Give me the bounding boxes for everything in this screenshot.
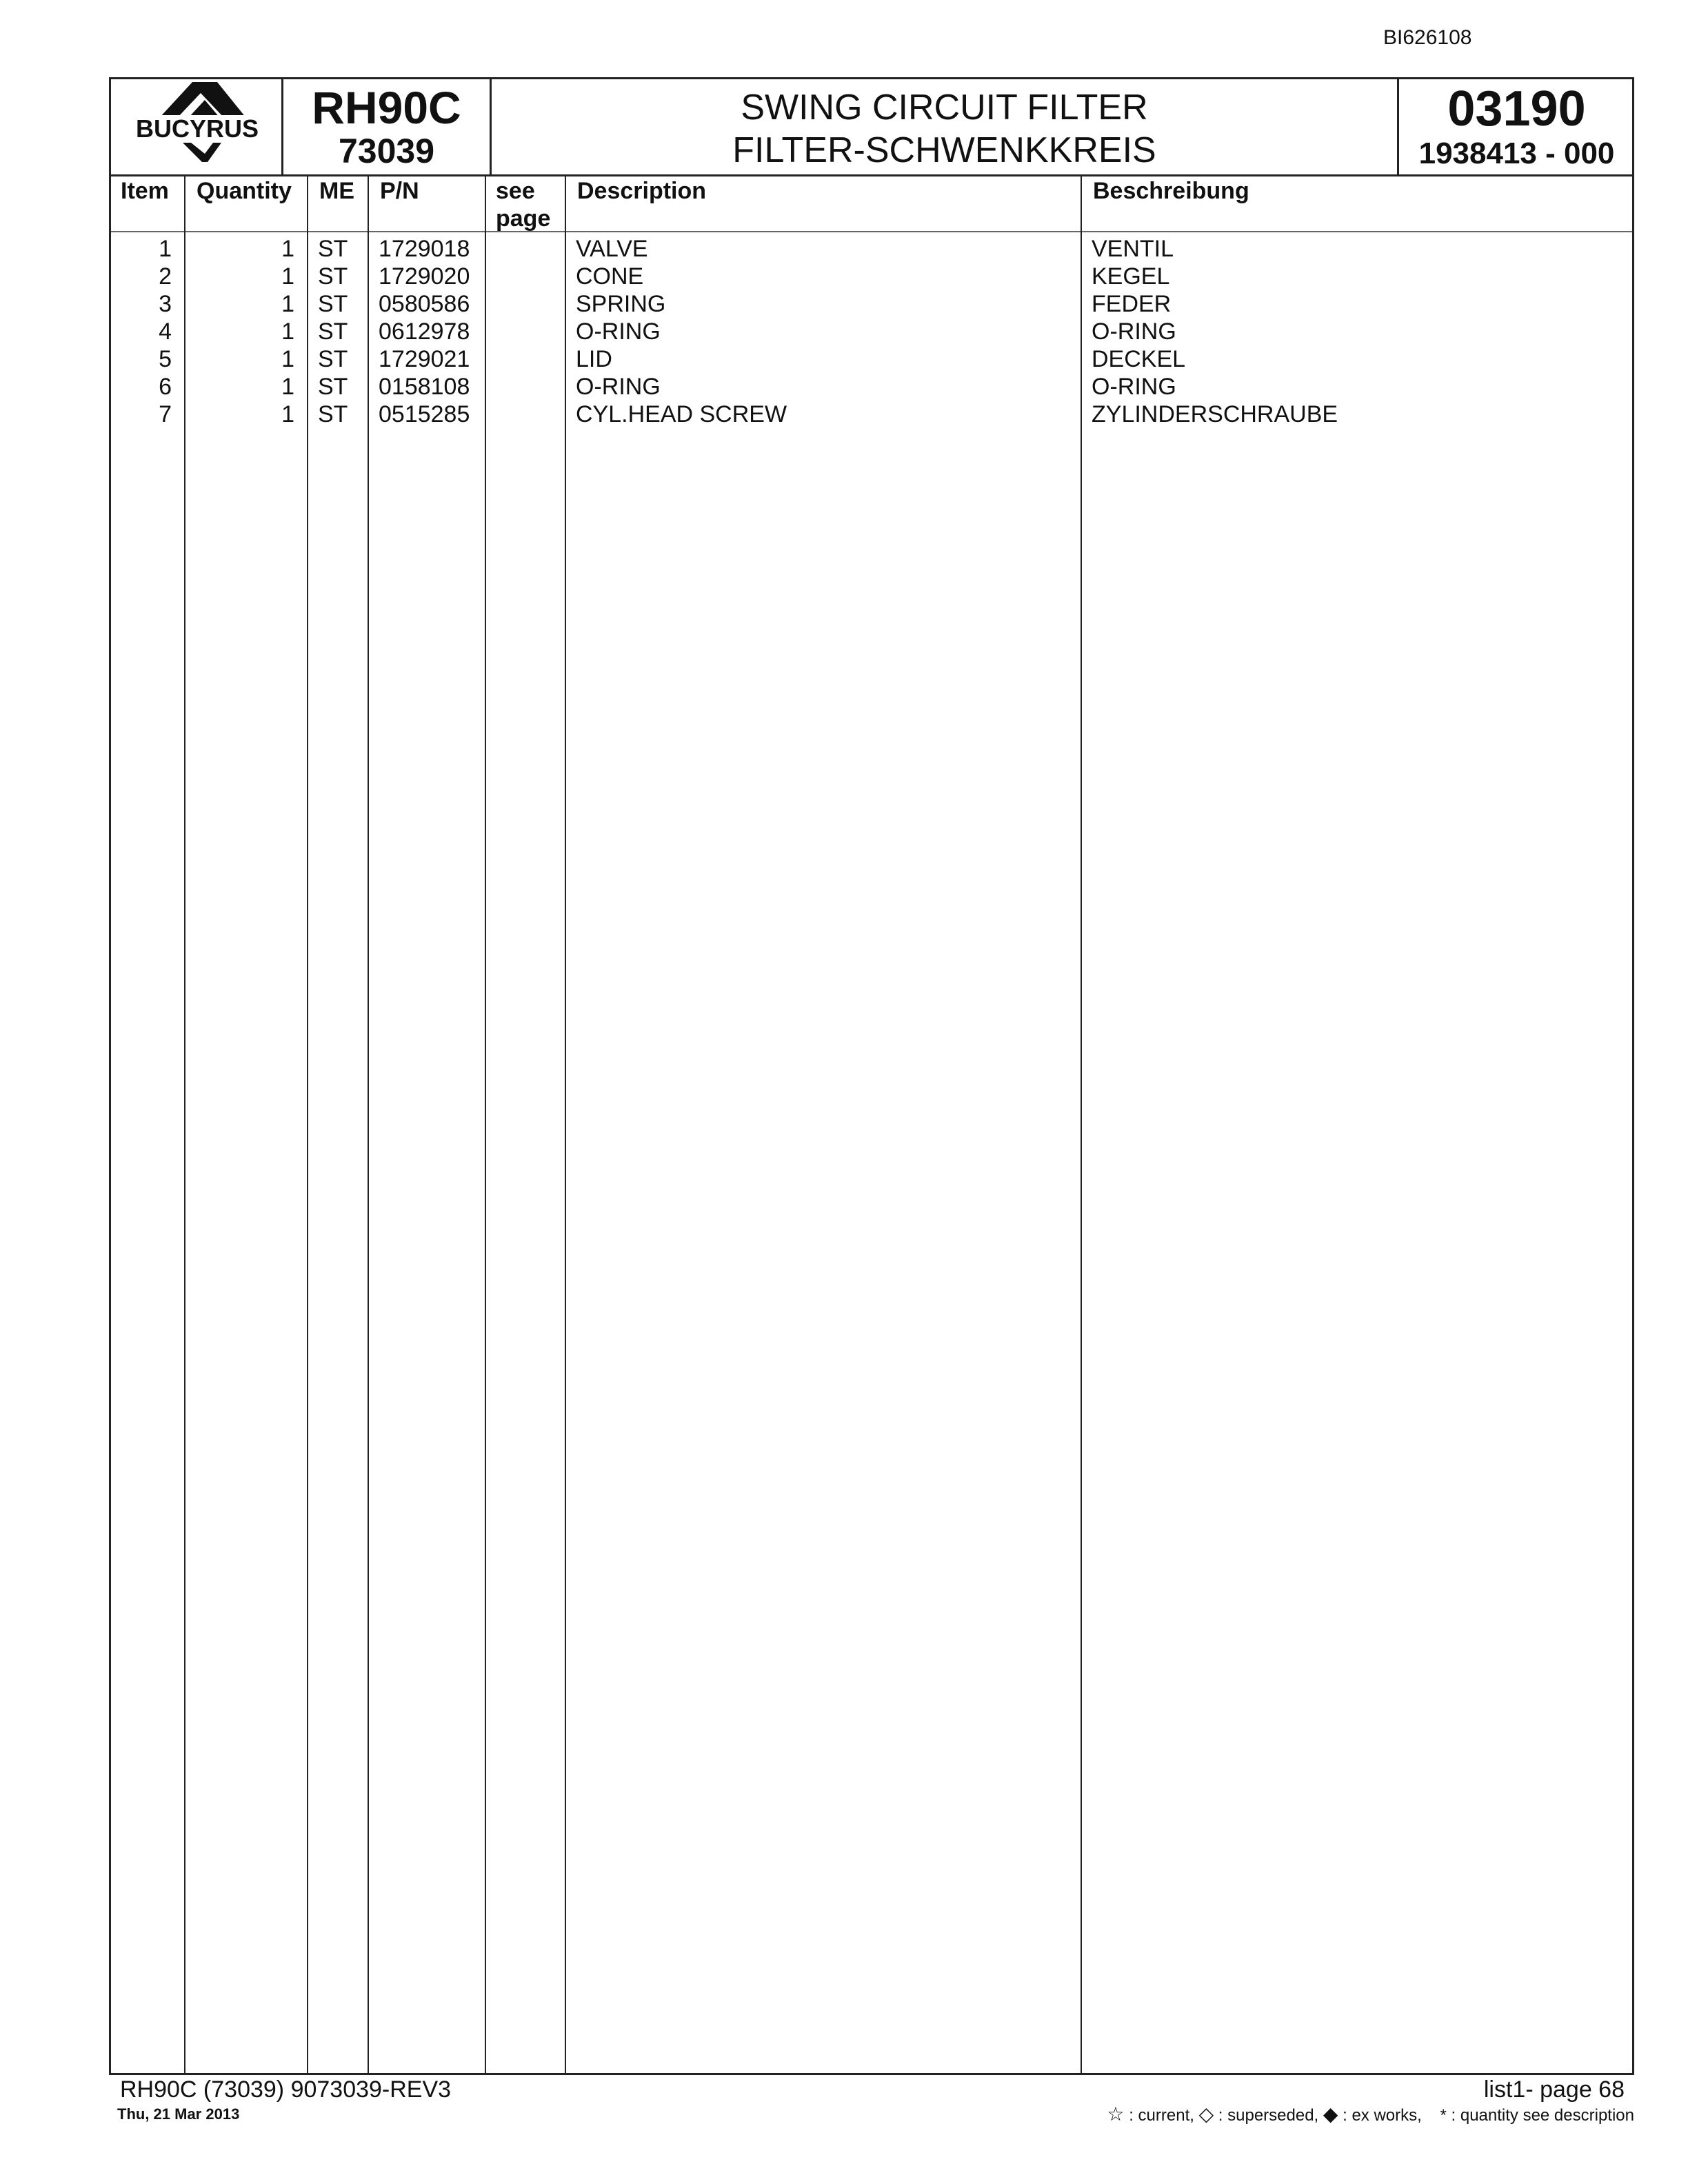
star-icon: ☆ <box>1107 2103 1125 2125</box>
column-header-row <box>111 174 1632 232</box>
row-beschreibung: O-RING <box>1092 374 1176 400</box>
legend-ex-works: : ex works, <box>1343 2106 1422 2125</box>
row-item: 7 <box>159 401 172 427</box>
title-german: FILTER-SCHWENKKREIS <box>732 130 1156 170</box>
row-me: ST <box>318 263 348 290</box>
row-part-number: 1729021 <box>379 346 470 372</box>
table-row <box>111 235 1632 263</box>
model-cell <box>283 79 492 174</box>
row-beschreibung: FEDER <box>1092 291 1172 317</box>
row-me: ST <box>318 346 348 372</box>
footer-legend <box>1107 2103 1634 2125</box>
parts-list-sheet <box>109 77 1634 2075</box>
row-item: 4 <box>159 318 172 345</box>
row-description: CONE <box>576 263 644 290</box>
footer-date: Thu, 21 Mar 2013 <box>117 2105 240 2123</box>
row-me: ST <box>318 236 348 262</box>
footer-doc-reference: RH90C (73039) 9073039-REV3 <box>120 2076 452 2103</box>
drawing-number: 1938413 - 000 <box>1418 136 1615 170</box>
row-item: 5 <box>159 346 172 372</box>
group-code-cell <box>1399 79 1634 174</box>
table-row <box>111 373 1632 401</box>
row-me: ST <box>318 318 348 345</box>
row-part-number: 1729020 <box>379 263 470 290</box>
diamond-filled-icon: ◆ <box>1323 2103 1338 2125</box>
row-description: CYL.HEAD SCREW <box>576 401 787 427</box>
row-beschreibung: VENTIL <box>1092 236 1174 262</box>
legend-superseded: : superseded, <box>1218 2106 1319 2125</box>
col-quantity: Quantity <box>197 178 292 204</box>
table-row <box>111 263 1632 290</box>
svg-text:BUCYRUS: BUCYRUS <box>135 114 259 143</box>
row-beschreibung: O-RING <box>1092 318 1176 345</box>
row-part-number: 0580586 <box>379 291 470 317</box>
row-part-number: 0515285 <box>379 401 470 427</box>
row-description: VALVE <box>576 236 648 262</box>
table-row <box>111 290 1632 318</box>
bucyrus-logo <box>111 79 283 174</box>
row-quantity: 1 <box>281 401 294 427</box>
row-part-number: 0158108 <box>379 374 470 400</box>
table-row <box>111 401 1632 428</box>
row-me: ST <box>318 374 348 400</box>
col-me: ME <box>319 178 354 204</box>
row-description: LID <box>576 346 612 372</box>
row-quantity: 1 <box>281 291 294 317</box>
row-beschreibung: KEGEL <box>1092 263 1170 290</box>
column-divider <box>184 174 185 2073</box>
document-reference: BI626108 <box>1383 26 1472 49</box>
row-item: 3 <box>159 291 172 317</box>
table-row <box>111 345 1632 373</box>
row-quantity: 1 <box>281 318 294 345</box>
column-divider <box>565 174 566 2073</box>
row-item: 2 <box>159 263 172 290</box>
row-me: ST <box>318 291 348 317</box>
row-quantity: 1 <box>281 346 294 372</box>
row-quantity: 1 <box>281 263 294 290</box>
model-name: RH90C <box>312 82 461 133</box>
col-beschreibung: Beschreibung <box>1093 178 1249 204</box>
group-code: 03190 <box>1447 81 1586 136</box>
row-beschreibung: ZYLINDERSCHRAUBE <box>1092 401 1338 427</box>
row-me: ST <box>318 401 348 427</box>
row-description: SPRING <box>576 291 666 317</box>
row-item: 1 <box>159 236 172 262</box>
row-quantity: 1 <box>281 374 294 400</box>
row-part-number: 0612978 <box>379 318 470 345</box>
col-page-label: page <box>496 205 551 232</box>
row-description: O-RING <box>576 374 661 400</box>
row-beschreibung: DECKEL <box>1092 346 1186 372</box>
brand-logo-cell <box>111 79 283 174</box>
col-pn: P/N <box>380 178 419 204</box>
row-description: O-RING <box>576 318 661 345</box>
row-item: 6 <box>159 374 172 400</box>
col-item: Item <box>121 178 169 204</box>
row-quantity: 1 <box>281 236 294 262</box>
diamond-outline-icon: ◇ <box>1198 2103 1214 2125</box>
title-cell <box>492 79 1399 174</box>
column-divider <box>307 174 308 2073</box>
serial-number: 73039 <box>338 132 435 170</box>
row-part-number: 1729018 <box>379 236 470 262</box>
col-description: Description <box>577 178 707 204</box>
footer-page-number: list1- page 68 <box>1483 2076 1625 2103</box>
column-divider <box>485 174 486 2073</box>
column-divider <box>368 174 369 2073</box>
col-see-page <box>496 177 550 232</box>
table-row <box>111 318 1632 345</box>
title-english: SWING CIRCUIT FILTER <box>741 88 1148 128</box>
parts-table-body <box>111 235 1632 428</box>
legend-quantity: * : quantity see description <box>1440 2106 1634 2125</box>
col-see-label: see <box>496 178 535 204</box>
legend-current: : current, <box>1129 2106 1194 2125</box>
header-band <box>111 79 1632 176</box>
column-divider <box>1081 174 1082 2073</box>
